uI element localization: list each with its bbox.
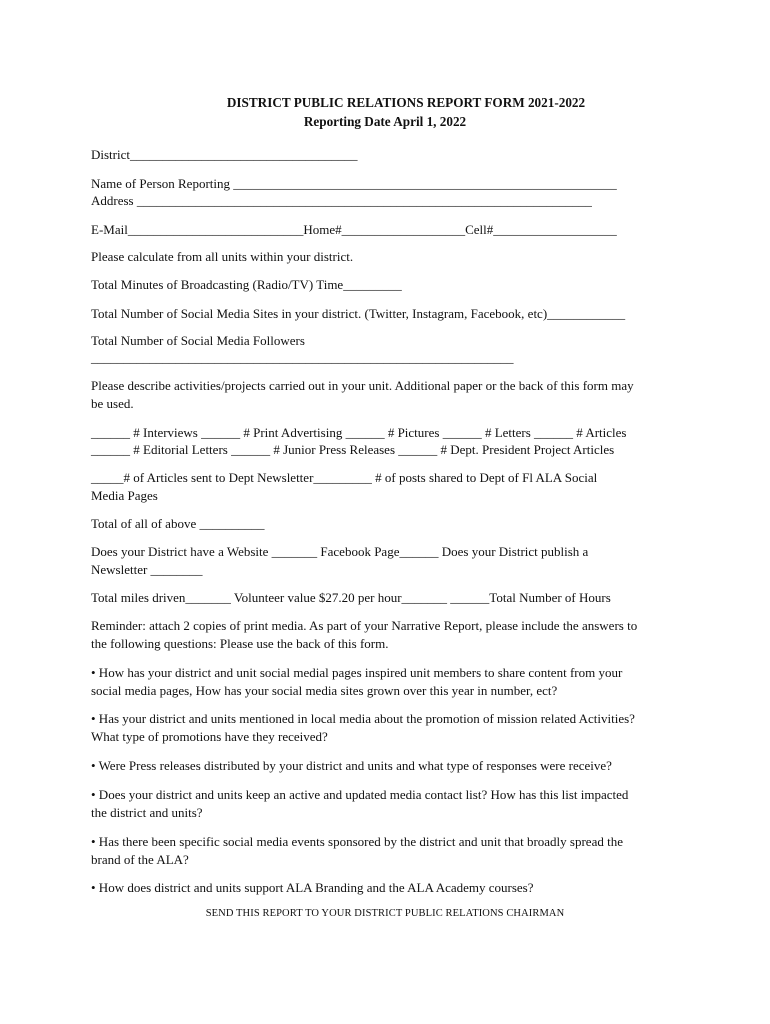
- website-question[interactable]: Does your District have a Website _______ Facebook Page______ Does your District publish a: [91, 544, 589, 559]
- question-1-cont: social media pages, How has your social media sites grown over this year in number, ect?: [91, 683, 558, 698]
- articles-posts-field[interactable]: _____# of Articles sent to Dept Newsletter_________ # of posts shared to Dept of Fl ALA Social: [91, 470, 598, 485]
- footer-instruction: SEND THIS REPORT TO YOUR DISTRICT PUBLIC RELATIONS CHAIRMAN: [205, 908, 565, 919]
- question-5-cont: brand of the ALA?: [91, 852, 189, 867]
- question-6: • How does district and units support ALA Branding and the ALA Academy courses?: [91, 880, 534, 895]
- social-sites-field[interactable]: Total Number of Social Media Sites in your district. (Twitter, Instagram, Facebook, etc)____________: [91, 306, 626, 321]
- calculate-instruction: Please calculate from all units within your district.: [91, 249, 354, 264]
- articles-posts-field-cont: Media Pages: [91, 488, 158, 503]
- question-2: • Has your district and units mentioned in local media about the promotion of mission related Activities?: [91, 711, 635, 726]
- website-question-cont[interactable]: Newsletter ________: [91, 562, 203, 577]
- reporting-date: Reporting Date April 1, 2022: [303, 114, 467, 129]
- miles-volunteer-field[interactable]: Total miles driven_______ Volunteer value $27.20 per hour_______ ______Total Number of Hours: [91, 590, 611, 605]
- question-4: • Does your district and units keep an active and updated media contact list? How has this list impacted: [91, 787, 629, 802]
- question-1: • How has your district and unit social medial pages inspired unit members to share content from your: [91, 665, 623, 680]
- followers-label: Total Number of Social Media Followers: [91, 333, 305, 348]
- broadcasting-field[interactable]: Total Minutes of Broadcasting (Radio/TV) Time_________: [91, 277, 402, 292]
- reminder-text-cont: the following questions: Please use the back of this form.: [91, 636, 389, 651]
- activity-counts-row-1[interactable]: ______ # Interviews ______ # Print Advertising ______ # Pictures ______ # Letters ______ # Articles: [91, 425, 627, 440]
- describe-instruction-cont: be used.: [91, 396, 134, 411]
- followers-field[interactable]: _________________________________________________________________: [91, 350, 514, 365]
- reminder-text: Reminder: attach 2 copies of print media. As part of your Narrative Report, please include the answers to: [91, 618, 638, 633]
- describe-instruction: Please describe activities/projects carried out in your unit. Additional paper or the back of this form may: [91, 378, 634, 393]
- contact-fields[interactable]: E-Mail___________________________Home#___________________Cell#___________________: [91, 222, 617, 237]
- question-2-cont: What type of promotions have they received?: [91, 729, 328, 744]
- question-5: • Has there been specific social media events sponsored by the district and unit that broadly spread the: [91, 834, 623, 849]
- address-field[interactable]: Address ______________________________________________________________________: [91, 193, 592, 208]
- question-4-cont: the district and units?: [91, 805, 203, 820]
- activity-counts-row-2[interactable]: ______ # Editorial Letters ______ # Junior Press Releases ______ # Dept. President Project Articles: [91, 442, 615, 457]
- question-3: • Were Press releases distributed by your district and units and what type of responses were receive?: [91, 758, 612, 773]
- total-field[interactable]: Total of all of above __________: [91, 516, 265, 531]
- district-field[interactable]: District___________________________________: [91, 147, 358, 162]
- person-reporting-field[interactable]: Name of Person Reporting ___________________________________________________________: [91, 176, 617, 191]
- form-title: DISTRICT PUBLIC RELATIONS REPORT FORM 2021-2022: [226, 95, 586, 110]
